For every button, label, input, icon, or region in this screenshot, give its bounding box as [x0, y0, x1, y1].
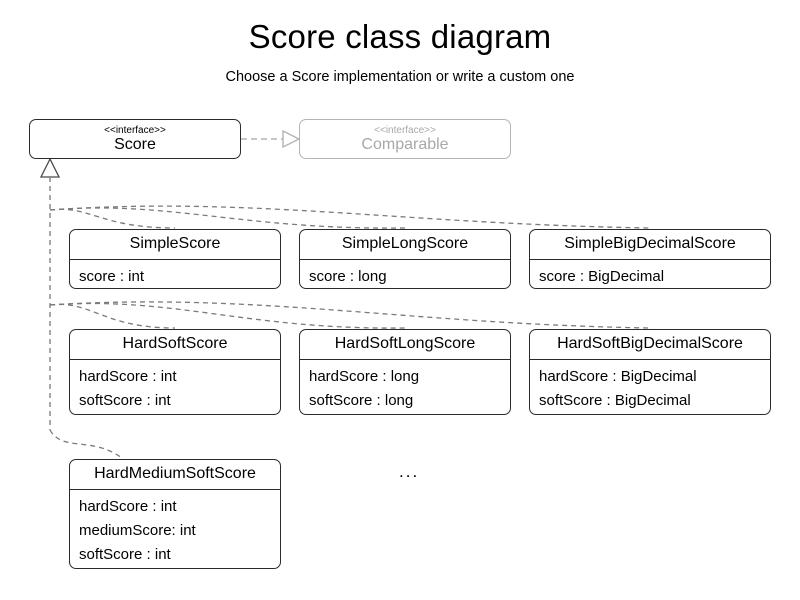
attribute-row: softScore : int [79, 392, 171, 410]
edge-to-hard-medium-soft-score [50, 430, 122, 458]
edge-to-simple-big-decimal-score [50, 206, 650, 228]
attribute-row: softScore : long [309, 392, 414, 410]
class-name-score: Score [114, 136, 156, 153]
class-box-hard-soft-big-decimal-score[interactable] [529, 329, 771, 415]
class-header-comparable [300, 120, 510, 159]
class-name-hard-soft-big-decimal-score: HardSoftBigDecimalScore [557, 335, 743, 352]
edge-to-hard-soft-big-decimal-score [50, 302, 650, 328]
attribute-row: mediumScore: int [79, 522, 196, 540]
attribute-row: score : long [309, 267, 387, 285]
class-name-simple-long-score: SimpleLongScore [341, 235, 469, 252]
class-attributes-hard-soft-score [70, 360, 280, 415]
stereotype-label-comparable: <<interface>> [374, 125, 436, 136]
class-name-hard-soft-long-score: HardSoftLongScore [334, 335, 476, 352]
class-attributes-hard-soft-long-score [300, 360, 510, 415]
edge-to-hard-soft-score [50, 304, 175, 328]
class-box-score[interactable] [29, 119, 241, 159]
attribute-row: hardScore : int [79, 497, 177, 515]
class-name-hard-medium-soft-score: HardMediumSoftScore [94, 465, 256, 482]
class-header-score [30, 120, 240, 159]
attribute-row: hardScore : long [309, 367, 420, 385]
class-attributes-simple-score [70, 260, 280, 289]
class-name-simple-score: SimpleScore [129, 235, 221, 252]
class-box-simple-long-score[interactable] [299, 229, 511, 289]
class-box-hard-medium-soft-score[interactable] [69, 459, 281, 569]
attribute-row: hardScore : BigDecimal [539, 367, 697, 385]
edge-to-simple-score [50, 209, 175, 228]
class-attributes-simple-big-decimal-score [530, 260, 770, 289]
class-name-simple-big-decimal-score: SimpleBigDecimalScore [564, 235, 736, 252]
attribute-row: softScore : int [79, 546, 171, 564]
stereotype-label-score: <<interface>> [104, 125, 166, 136]
edge-score-to-comparable [241, 131, 299, 147]
more-classes-ellipsis: ... [399, 462, 420, 481]
edge-to-hard-soft-long-score [50, 303, 405, 328]
class-box-simple-big-decimal-score[interactable] [529, 229, 771, 289]
class-name-comparable: Comparable [361, 136, 449, 153]
class-box-comparable[interactable] [299, 119, 511, 159]
attribute-row: score : BigDecimal [539, 267, 665, 285]
class-name-hard-soft-score: HardSoftScore [122, 335, 228, 352]
page-title: Score class diagram [248, 18, 552, 55]
inheritance-triangle [41, 159, 59, 177]
class-box-hard-soft-long-score[interactable] [299, 329, 511, 415]
attribute-row: score : int [79, 267, 145, 285]
class-attributes-simple-long-score [300, 260, 510, 289]
class-box-hard-soft-score[interactable] [69, 329, 281, 415]
edge-to-simple-long-score [50, 208, 405, 228]
page-subtitle: Choose a Score implementation or write a custom one [225, 69, 575, 85]
attribute-row: hardScore : int [79, 367, 177, 385]
class-attributes-hard-soft-big-decimal-score [530, 360, 770, 415]
attribute-row: softScore : BigDecimal [539, 392, 691, 410]
class-box-simple-score[interactable] [69, 229, 281, 289]
class-attributes-hard-medium-soft-score [70, 490, 280, 569]
